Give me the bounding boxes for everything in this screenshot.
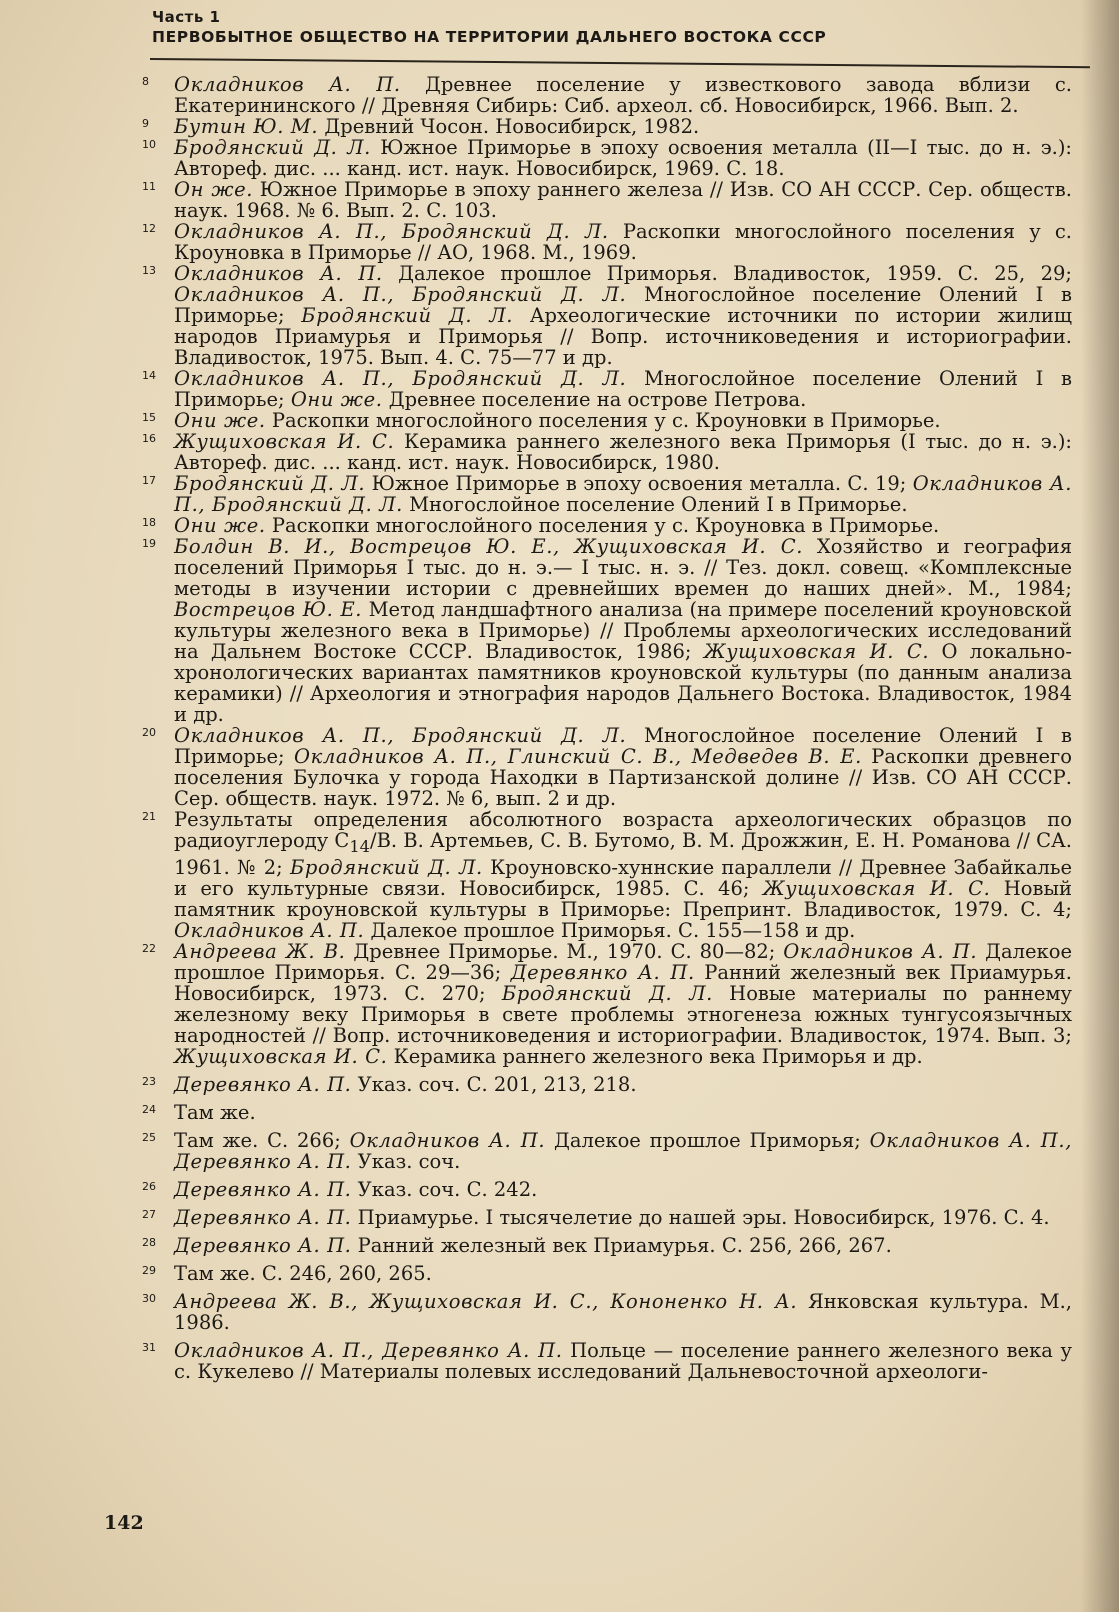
author-name: Бутин Ю. М. xyxy=(174,115,319,138)
endnote-number: 9 xyxy=(142,117,149,130)
endnote xyxy=(130,368,1090,410)
endnote-number: 17 xyxy=(142,474,156,487)
endnote-number: 14 xyxy=(142,369,156,382)
endnote-number: 23 xyxy=(142,1074,156,1088)
citation-text: Ранний железный век Приамурья. Новосибирск, 1973. С. 270; xyxy=(174,960,1072,1005)
subscript-text: 14 xyxy=(349,836,370,856)
author-name: Жущиховская И. С. xyxy=(762,876,991,900)
citation-text: Хозяйство и география поселений Приморья I тыс. до н. э.— I тыс. н. э. // Тез. докл. совещ. «Комплексные методы в изучении истории с древнейших времен до наших дней». М., 1984; xyxy=(174,535,1072,600)
citation-text: Указ. соч. С. 201, 213, 218. xyxy=(351,1072,637,1096)
citation-text: Раскопки многослойного поселения у с. Кроуновка в Приморье. xyxy=(265,514,940,537)
endnote xyxy=(130,116,1090,137)
endnote-number: 19 xyxy=(142,537,156,550)
running-header xyxy=(152,8,1082,46)
citation-text: Керамика раннего железного века Приморья и др. xyxy=(387,1044,923,1068)
author-name: Окладников А. П., Бродянский Д. Л. xyxy=(174,724,627,747)
citation-text: Новые материалы по раннему железному веку Приморья в свете проблемы этногенеза южных тунгусоязычных народностей // Вопр. источниковедения и историографии. Владивосток, 1974. Вып. 3; xyxy=(174,981,1073,1047)
endnote-number: 10 xyxy=(142,138,156,151)
citation-text: Древнее поселение на острове Петрова. xyxy=(382,388,807,411)
citation-text: Далекое прошлое Приморья; xyxy=(545,1128,870,1152)
citation-text: Кроуновско-хуннские параллели // Древнее Забайкалье и его культурные связи. Новосибирск, 1985. С. 46; xyxy=(174,855,1072,900)
endnote xyxy=(130,221,1090,263)
endnote xyxy=(130,410,1090,431)
endnote xyxy=(130,1074,1090,1095)
author-name: Окладников А. П., Деревянко А. П. xyxy=(174,1338,563,1362)
citation-text: Янковская культура. М., 1986. xyxy=(174,1289,1072,1334)
author-name: Окладников А. П. xyxy=(349,1128,546,1152)
citation-text: Археологические источники по истории жилищ народов Приамурья и Приморья // Вопр. источниковедения и историографии. Владивосток, 1975. Вып. 4. С. 75—77 и др. xyxy=(174,304,1072,369)
endnote xyxy=(130,1130,1090,1172)
page-number: 142 xyxy=(104,1512,144,1534)
author-name: Бродянский Д. Л. xyxy=(289,855,483,879)
author-name: Он же. xyxy=(174,178,254,201)
citation-text: Там же. С. 246, 260, 265. xyxy=(174,1261,432,1285)
citation-text: Результаты определения абсолютного возраста археологических образцов по радиоуглероду C xyxy=(174,808,1072,852)
endnote-number: 15 xyxy=(142,411,156,424)
author-name: Жущиховская И. С. xyxy=(174,430,395,453)
citation-text: Южное Приморье в эпоху освоения металла. С. 19; xyxy=(365,472,913,495)
endnotes-list xyxy=(130,74,1090,1382)
author-name: Жущиховская И. С. xyxy=(174,1044,388,1068)
author-name: Болдин В. И., Вострецов Ю. Е., Жущиховская И. С. xyxy=(174,535,804,558)
citation-text: Многослойное поселение Олений I в Приморье. xyxy=(402,493,908,516)
author-name: Окладников А. П., Деревянко А. П. xyxy=(174,1128,1073,1173)
author-name: Андреева Ж. В. xyxy=(174,939,346,963)
author-name: Окладников А. П. xyxy=(174,918,365,942)
citation-text: Раскопки многослойного поселения у с. Кроуновка в Приморье // АО, 1968. М., 1969. xyxy=(174,220,1072,264)
endnote-number: 11 xyxy=(142,180,156,193)
endnote xyxy=(130,515,1090,536)
endnote-number: 27 xyxy=(142,1207,156,1221)
endnote-number: 21 xyxy=(142,810,156,823)
author-name: Они же. xyxy=(290,388,383,411)
citation-text: Метод ландшафтного анализа (на примере поселений кроуновской культуры железного века в Приморье) // Проблемы археологических исследований на Дальнем Востоке СССР. Владивосток, 1986; xyxy=(174,598,1072,663)
part-title: ПЕРВОБЫТНОЕ ОБЩЕСТВО НА ТЕРРИТОРИИ ДАЛЬНЕГО ВОСТОКА СССР xyxy=(152,28,827,46)
part-label: Часть 1 xyxy=(152,8,221,26)
citation-text: Указ. соч. С. 242. xyxy=(351,1177,538,1201)
author-name: Бродянский Д. Л. xyxy=(174,136,371,159)
author-name: Деревянко А. П. xyxy=(510,960,695,984)
endnote-number: 12 xyxy=(142,222,156,235)
endnote xyxy=(130,809,1090,941)
endnote-number: 31 xyxy=(142,1340,156,1354)
author-name: Окладников А. П., Бродянский Д. Л. xyxy=(174,220,609,243)
author-name: Деревянко А. П. xyxy=(174,1072,352,1096)
author-name: Окладников А. П., Бродянский Д. Л. xyxy=(174,283,627,306)
citation-text: Польце — поселение раннего железного века у с. Кукелево // Материалы полевых исследований Дальневосточной археологи- xyxy=(174,1338,1072,1383)
citation-text: Приамурье. I тысячелетие до нашей эры. Новосибирск, 1976. С. 4. xyxy=(351,1205,1050,1229)
citation-text: Далекое прошлое Приморья. С. 155—158 и др. xyxy=(364,918,856,942)
author-name: Бродянский Д. Л. xyxy=(501,981,713,1005)
endnote xyxy=(130,941,1090,1067)
author-name: Они же. xyxy=(174,409,266,432)
citation-text: Указ. соч. xyxy=(351,1149,461,1173)
author-name: Бродянский Д. Л. xyxy=(301,304,514,327)
endnote xyxy=(130,431,1090,473)
citation-text: Южное Приморье в эпоху раннего железа // Изв. СО АН СССР. Сер. обществ. наук. 1968. № 6. Вып. 2. С. 103. xyxy=(174,178,1072,222)
endnote xyxy=(130,263,1090,368)
author-name: Окладников А. П. xyxy=(174,262,383,285)
citation-text: Ранний железный век Приамурья. С. 256, 266, 267. xyxy=(351,1233,892,1257)
citation-text: Древний Чосон. Новосибирск, 1982. xyxy=(318,115,700,138)
citation-text: Новый памятник кроуновской культуры в Приморье: Препринт. Владивосток, 1979. С. 4; xyxy=(174,876,1072,921)
endnote-number: 18 xyxy=(142,516,156,529)
endnote xyxy=(130,1340,1090,1382)
citation-text: Там же. С. 266; xyxy=(174,1128,350,1152)
citation-text: Керамика раннего железного века Приморья (I тыс. до н. э.): Автореф. дис. ... канд. ист. наук. Новосибирск, 1980. xyxy=(174,430,1072,474)
citation-text: /В. В. Артемьев, С. В. Бутомо, В. М. Дрожжин, Е. Н. Романова // СА. 1961. № 2; xyxy=(174,829,1072,879)
citation-text: Далекое прошлое Приморья. Владивосток, 1959. С. 25, 29; xyxy=(382,262,1072,285)
endnote xyxy=(130,1263,1090,1284)
author-name: Они же. xyxy=(174,514,266,537)
endnote xyxy=(130,1291,1090,1333)
endnote-number: 29 xyxy=(142,1263,156,1277)
author-name: Деревянко А. П. xyxy=(174,1205,352,1229)
endnote xyxy=(130,473,1090,515)
citation-text: Раскопки многослойного поселения у с. Кроуновки в Приморье. xyxy=(265,409,941,432)
endnote xyxy=(130,179,1090,221)
author-name: Окладников А. П., Глинский С. В., Медведев В. Е. xyxy=(294,745,862,768)
author-name: Андреева Ж. В., Жущиховская И. С., Кононенко Н. А. xyxy=(174,1289,798,1313)
author-name: Бродянский Д. Л. xyxy=(174,472,366,495)
citation-text: Там же. xyxy=(174,1100,256,1124)
author-name: Деревянко А. П. xyxy=(174,1177,352,1201)
endnote-number: 22 xyxy=(142,941,156,955)
endnote xyxy=(130,74,1090,116)
endnote xyxy=(130,536,1090,725)
endnote-number: 24 xyxy=(142,1102,156,1116)
citation-text: Далекое прошлое Приморья. С. 29—36; xyxy=(174,939,1072,984)
author-name: Окладников А. П. xyxy=(783,939,978,963)
citation-text: Древнее поселение у известкового завода вблизи с. Екатерининского // Древняя Сибирь: Сиб. археол. сб. Новосибирск, 1966. Вып. 2. xyxy=(174,73,1072,117)
endnote xyxy=(130,1102,1090,1123)
author-name: Окладников А. П., Бродянский Д. Л. xyxy=(174,472,1072,516)
citation-text: О локально-хронологических вариантах памятников кроуновской культуры (по данным анализа керамики) // Археология и этнография народов Дальнего Востока. Владивосток, 1984 и др. xyxy=(174,640,1072,726)
citation-text: Многослойное поселение Олений I в Приморье; xyxy=(174,724,1072,768)
author-name: Вострецов Ю. Е. xyxy=(174,598,363,621)
author-name: Окладников А. П. xyxy=(174,73,401,96)
endnote xyxy=(130,725,1090,809)
citation-text: Древнее Приморье. М., 1970. С. 80—82; xyxy=(345,939,784,963)
endnote-number: 26 xyxy=(142,1179,156,1193)
endnote-number: 13 xyxy=(142,264,156,277)
endnote xyxy=(130,137,1090,179)
author-name: Окладников А. П., Бродянский Д. Л. xyxy=(174,367,627,390)
endnote-number: 25 xyxy=(142,1130,156,1144)
endnote-number: 16 xyxy=(142,432,156,445)
citation-text: Многослойное поселение Олений I в Приморье; xyxy=(174,367,1072,411)
endnote-number: 28 xyxy=(142,1235,156,1249)
citation-text: Раскопки древнего поселения Булочка у города Находки в Партизанской долине // Изв. СО АН СССР. Сер. обществ. наук. 1972. № 6, вып. 2 и др. xyxy=(174,745,1072,810)
author-name: Деревянко А. П. xyxy=(174,1233,352,1257)
endnote xyxy=(130,1207,1090,1228)
header-rule xyxy=(150,58,1090,68)
endnote xyxy=(130,1235,1090,1256)
endnote-number: 30 xyxy=(142,1291,156,1305)
endnote xyxy=(130,1179,1090,1200)
endnote-number: 8 xyxy=(142,75,149,88)
citation-text: Многослойное поселение Олений I в Приморье; xyxy=(174,283,1072,327)
citation-text: Южное Приморье в эпоху освоения металла (II—I тыс. до н. э.): Автореф. дис. ... канд. ист. наук. Новосибирск, 1969. С. 18. xyxy=(174,136,1072,180)
author-name: Жущиховская И. С. xyxy=(703,640,930,663)
endnote-number: 20 xyxy=(142,726,156,739)
